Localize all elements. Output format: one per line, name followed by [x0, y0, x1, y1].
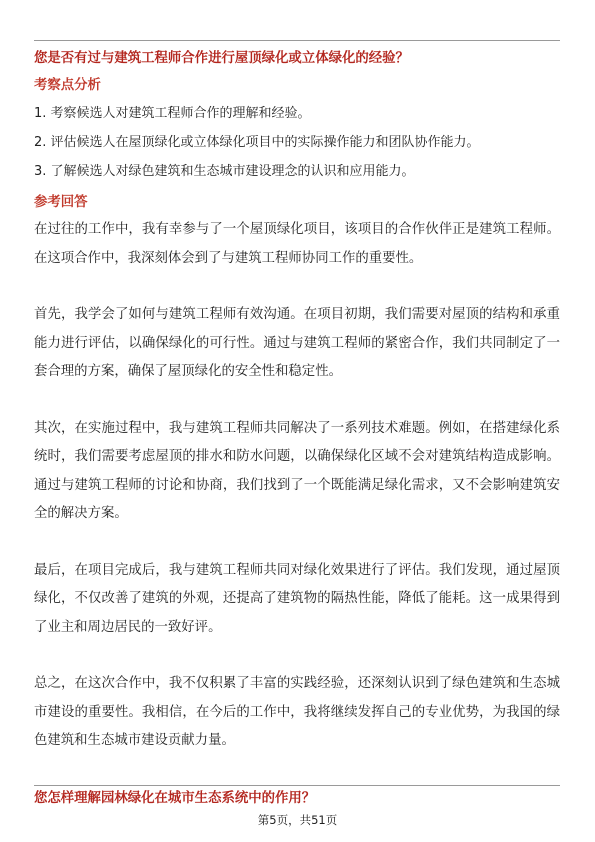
question-title: 您是否有过与建筑工程师合作进行屋顶绿化或立体绿化的经验？	[34, 51, 409, 66]
answer-heading: 参考回答	[34, 195, 88, 210]
answer-paragraph: 总之，在这次合作中，我不仅积累了丰富的实践经验，还深刻认识到了绿色建筑和生态城市建设的重要性。我相信，在今后的工作中，我将继续发挥自己的专业优势，为我国的绿色建筑和生态城市建设贡献力量。	[34, 676, 560, 748]
page-number: 第5页，共51页	[257, 813, 338, 827]
analysis-heading: 考察点分析	[34, 78, 101, 93]
answer-paragraph: 在过往的工作中，我有幸参与了一个屋顶绿化项目，该项目的合作伙伴正是建筑工程师。在这项合作中，我深刻体会到了与建筑工程师协同工作的重要性。	[34, 222, 560, 266]
answer-paragraph: 最后，在项目完成后，我与建筑工程师共同对绿化效果进行了评估。我们发现，通过屋顶绿化，不仅改善了建筑的外观，还提高了建筑物的隔热性能，降低了能耗。这一成果得到了业主和周边居民的一致好评。	[34, 562, 560, 635]
analysis-point: 1. 考察候选人对建筑工程师合作的理解和经验。	[34, 106, 311, 121]
answer-paragraph: 首先，我学会了如何与建筑工程师有效沟通。在项目初期，我们需要对屋顶的结构和承重能力进行评估，以确保绿化的可行性。通过与建筑工程师的紧密合作，我们共同制定了一套合理的方案，确保了屋顶绿化的安全性和稳定性。	[34, 307, 560, 379]
next-question-title: 您怎样理解园林绿化在城市生态系统中的作用？	[34, 791, 316, 806]
analysis-points	[34, 99, 560, 186]
bottom-divider	[34, 785, 560, 786]
analysis-point: 3. 了解候选人对绿色建筑和生态城市建设理念的认识和应用能力。	[34, 164, 415, 179]
page-content	[34, 48, 560, 766]
analysis-point: 2. 评估候选人在屋顶绿化或立体绿化项目中的实际操作能力和团队协作能力。	[34, 135, 480, 150]
answer-paragraph: 其次，在实施过程中，我与建筑工程师共同解决了一系列技术难题。例如，在搭建绿化系统时，我们需要考虑屋顶的排水和防水问题，以确保绿化区域不会对建筑结构造成影响。通过与建筑工程师的讨论和协商，我们找到了一个既能满足绿化需求，又不会影响建筑安全的解决方案。	[34, 420, 560, 521]
top-divider	[34, 40, 560, 41]
